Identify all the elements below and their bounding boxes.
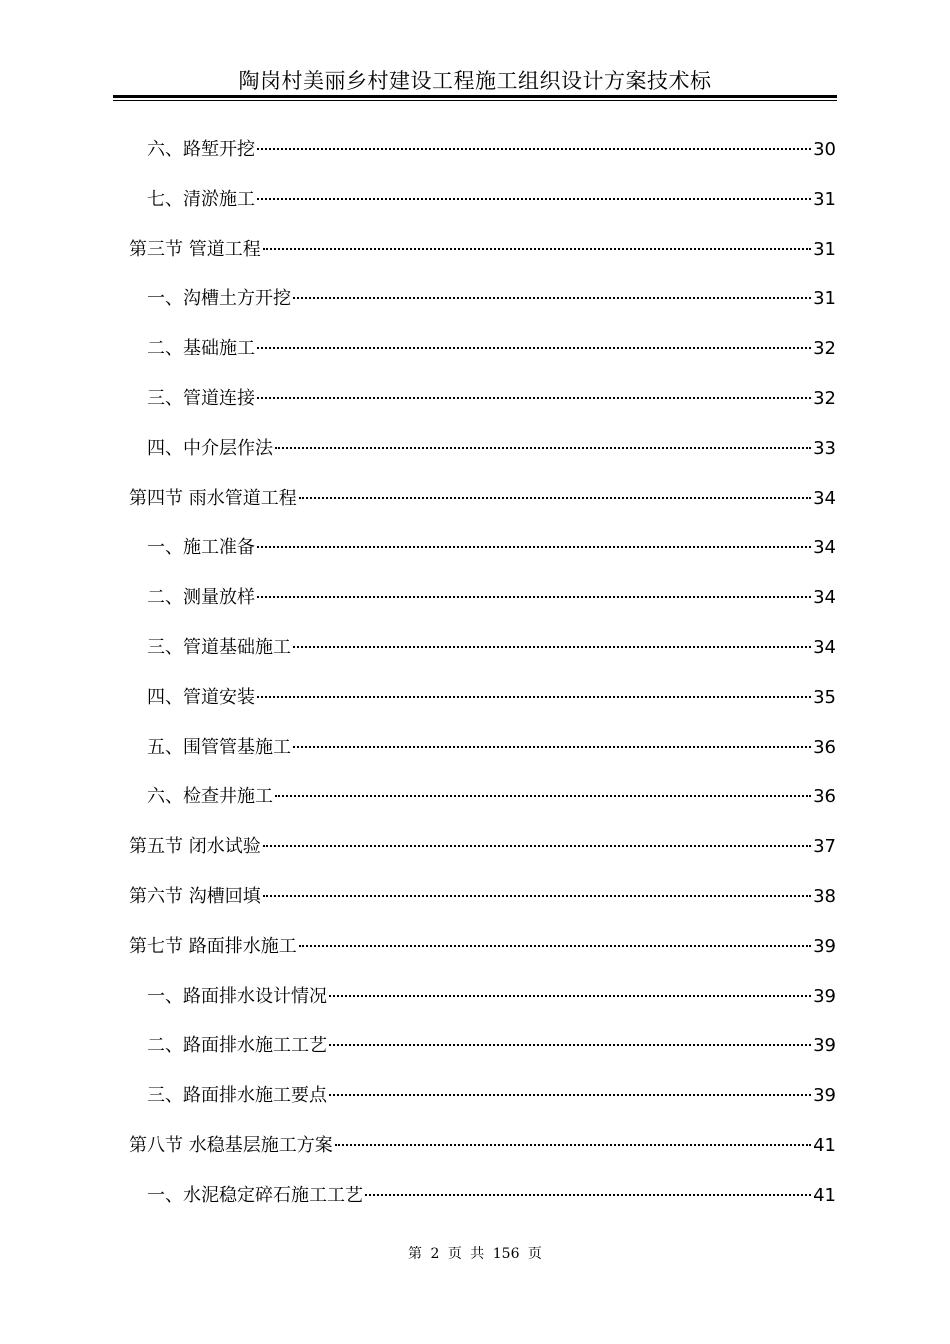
page-header-title: 陶岗村美丽乡村建设工程施工组织设计方案技术标	[238, 69, 712, 93]
toc-entry[interactable]	[129, 130, 836, 180]
toc-dot-leader	[329, 1094, 811, 1096]
toc-dot-leader	[263, 248, 811, 250]
toc-entry[interactable]	[129, 1126, 836, 1176]
toc-entry-title: 一、水泥稳定碎石施工工艺	[147, 1184, 363, 1206]
toc-entry-page-number: 37	[813, 836, 836, 858]
table-of-contents	[129, 130, 836, 1226]
toc-entry-page-number: 31	[813, 188, 836, 210]
toc-entry-page-number: 41	[813, 1184, 836, 1206]
toc-entry[interactable]	[129, 1076, 836, 1126]
toc-entry[interactable]	[129, 180, 836, 230]
toc-entry[interactable]	[129, 578, 836, 628]
toc-entry-page-number: 39	[813, 935, 836, 957]
toc-dot-leader	[365, 1194, 811, 1196]
toc-entry[interactable]	[129, 827, 836, 877]
toc-dot-leader	[329, 1044, 811, 1046]
toc-entry-page-number: 31	[813, 238, 836, 260]
toc-entry-title: 三、管道连接	[147, 387, 255, 409]
toc-dot-leader	[299, 497, 811, 499]
toc-dot-leader	[257, 596, 811, 598]
toc-dot-leader	[257, 397, 811, 399]
toc-entry[interactable]	[129, 279, 836, 329]
toc-entry-title: 第三节 管道工程	[129, 238, 261, 260]
toc-entry-page-number: 30	[813, 139, 836, 160]
toc-dot-leader	[293, 746, 811, 748]
toc-dot-leader	[293, 297, 811, 299]
toc-entry[interactable]	[129, 429, 836, 479]
toc-entry[interactable]	[129, 977, 836, 1027]
toc-entry[interactable]	[129, 927, 836, 977]
toc-entry-title: 六、检查井施工	[147, 786, 273, 808]
toc-entry-title: 一、施工准备	[147, 537, 255, 559]
toc-entry-title: 第六节 沟槽回填	[129, 885, 261, 907]
toc-entry-page-number: 32	[813, 338, 836, 360]
toc-entry-title: 三、路面排水施工要点	[147, 1085, 327, 1107]
toc-entry[interactable]	[129, 230, 836, 280]
toc-entry-title: 第八节 水稳基层施工方案	[129, 1134, 333, 1156]
toc-entry[interactable]	[129, 728, 836, 778]
toc-entry-page-number: 36	[813, 736, 836, 758]
toc-dot-leader	[257, 546, 811, 548]
toc-entry-page-number: 39	[813, 985, 836, 1007]
toc-entry[interactable]	[129, 329, 836, 379]
toc-entry-page-number: 34	[813, 487, 836, 509]
toc-entry-title: 六、路堑开挖	[147, 139, 255, 160]
toc-entry-title: 四、管道安装	[147, 686, 255, 708]
toc-entry-title: 一、沟槽土方开挖	[147, 288, 291, 310]
toc-entry-title: 第四节 雨水管道工程	[129, 487, 297, 509]
toc-entry-page-number: 39	[813, 1085, 836, 1107]
toc-entry-page-number: 34	[813, 537, 836, 559]
toc-dot-leader	[329, 995, 811, 997]
toc-entry-title: 五、围管管基施工	[147, 736, 291, 758]
toc-entry-title: 七、清淤施工	[147, 188, 255, 210]
header-rule-thin	[113, 100, 837, 101]
toc-entry[interactable]	[129, 528, 836, 578]
toc-entry-title: 第七节 路面排水施工	[129, 935, 297, 957]
page-footer: 第 2 页 共 156 页	[408, 1246, 542, 1262]
toc-entry-page-number: 34	[813, 587, 836, 609]
toc-entry-title: 二、基础施工	[147, 338, 255, 360]
toc-entry-page-number: 33	[813, 437, 836, 459]
toc-entry[interactable]	[129, 379, 836, 429]
toc-dot-leader	[263, 845, 811, 847]
toc-dot-leader	[257, 696, 811, 698]
toc-entry-page-number: 35	[813, 686, 836, 708]
toc-entry-page-number: 39	[813, 1035, 836, 1057]
toc-dot-leader	[275, 795, 811, 797]
toc-entry-page-number: 32	[813, 387, 836, 409]
toc-entry[interactable]	[129, 628, 836, 678]
toc-entry-title: 四、中介层作法	[147, 437, 273, 459]
header-rule-thick	[113, 95, 837, 98]
toc-entry-title: 第五节 闭水试验	[129, 836, 261, 858]
toc-entry-page-number: 36	[813, 786, 836, 808]
toc-dot-leader	[257, 148, 811, 150]
toc-entry[interactable]	[129, 678, 836, 728]
toc-dot-leader	[299, 945, 811, 947]
toc-entry-title: 三、管道基础施工	[147, 636, 291, 658]
toc-dot-leader	[293, 646, 811, 648]
toc-dot-leader	[263, 895, 811, 897]
toc-entry-page-number: 38	[813, 885, 836, 907]
toc-entry[interactable]	[129, 1026, 836, 1076]
toc-dot-leader	[257, 347, 811, 349]
toc-entry[interactable]	[129, 479, 836, 529]
toc-entry[interactable]	[129, 777, 836, 827]
toc-entry[interactable]	[129, 877, 836, 927]
toc-entry-page-number: 41	[813, 1134, 836, 1156]
toc-entry-title: 一、路面排水设计情况	[147, 985, 327, 1007]
toc-dot-leader	[335, 1144, 811, 1146]
toc-dot-leader	[275, 447, 811, 449]
toc-entry-title: 二、测量放样	[147, 587, 255, 609]
toc-entry-page-number: 34	[813, 636, 836, 658]
toc-entry-title: 二、路面排水施工工艺	[147, 1035, 327, 1057]
toc-dot-leader	[257, 198, 811, 200]
toc-entry[interactable]	[129, 1176, 836, 1226]
toc-entry-page-number: 31	[813, 288, 836, 310]
